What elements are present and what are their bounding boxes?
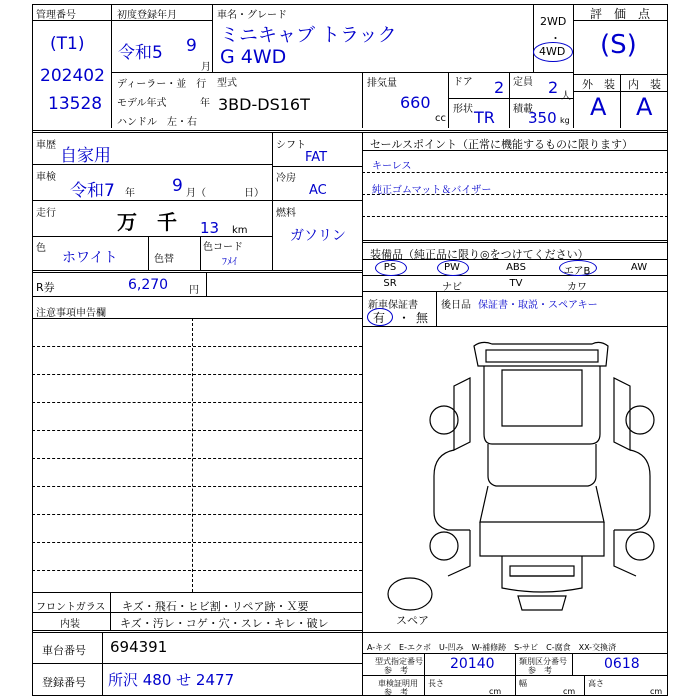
divider [362,632,668,633]
note-line [32,570,362,571]
equip-pw: PW [444,262,460,273]
first-reg-era: 令和5 [118,43,163,63]
divider [148,236,149,270]
usage-value: 自家用 [60,146,111,166]
interior-label: 内装 [60,619,80,630]
divider [584,675,585,696]
note-col-line [192,318,193,592]
equip-aw: AW [630,262,648,273]
divider [362,242,668,243]
equip-airbag: エアB [563,266,591,277]
divider [102,632,103,696]
load-label: 積載 [513,104,533,115]
shaken-label: 車検 [36,172,56,183]
note-line [32,430,362,431]
class-number-value: 0618 [604,656,640,672]
doors-label: ドア [453,77,473,88]
interior-score: A [636,93,653,121]
cert-width-unit: cm [563,687,576,696]
drive-2wd: 2WD [540,15,567,28]
note-line [32,374,362,375]
color-code: ﾌﾒｲ [222,257,237,268]
divider [32,270,362,271]
notes-label: 注意事項申告欄 [36,308,106,319]
divider [111,72,573,73]
shape-label: 形状 [453,104,473,115]
type-designation-label: 型式指定番号 [375,657,423,666]
car-grade: G 4WD [220,46,287,68]
recycle-value: 6,270 [128,277,169,293]
note-line [32,458,362,459]
note-line [32,486,362,487]
exterior-score: A [590,93,607,121]
warranty-label: 新車保証書 [368,300,418,311]
divider [32,296,362,297]
car-diagram [362,326,668,632]
divider [573,91,668,92]
equip-ps: PS [383,262,397,273]
registration-label: 登録番号 [42,676,86,689]
management-number-1: 202402 [40,66,105,86]
divider [424,653,425,675]
management-t: (T1) [50,34,85,54]
management-label: 管理番号 [36,10,76,21]
note-line [32,542,362,543]
equip-navi: ナビ [442,282,462,293]
color-label: 色 [36,243,46,254]
fuel-label: 燃料 [276,208,296,219]
first-reg-label: 初度登録年月 [117,10,177,21]
ac-value: AC [309,183,327,198]
divider [533,4,534,72]
divider [362,150,668,151]
handle-label: ハンドル 左・右 [117,117,197,128]
equipment-label: 装備品（純正品に限り◎をつけてください） [370,248,589,261]
divider [448,72,449,128]
divider [32,612,362,613]
first-reg-month-unit: 月 [201,62,211,73]
chassis-label: 車台番号 [42,644,86,657]
interior-value: キズ・汚レ・コゲ・穴・スレ・キレ・破レ [120,617,329,630]
usage-label: 車歴 [36,140,56,151]
color-value: ホワイト [62,250,118,266]
cert-length: 長さ [428,679,444,688]
divider [32,630,362,631]
sales-line [362,194,668,195]
load-value: 350 [528,109,557,127]
mileage-sen: 千 [157,210,177,234]
divider [362,675,668,676]
divider [110,592,111,630]
equip-abs: ABS [506,262,526,273]
capacity-value: 2 [548,78,559,97]
displacement-value: 660 [400,93,431,112]
model-year-unit: 年 [200,98,210,109]
divider [212,4,213,72]
accessories-value: 保証書・取説・スペアキー [478,300,598,311]
registration-value: 所沢 480 せ 2477 [108,671,235,689]
divider [32,20,111,21]
glass-label: フロントガラス [36,602,106,613]
cert-label: 車検証明用 [378,679,418,688]
divider [32,663,362,664]
divider [32,318,362,319]
cert-height: 高さ [588,679,604,688]
divider [32,592,362,593]
divider [424,675,425,696]
note-line [32,346,362,347]
shift-value: FAT [305,150,328,165]
class-number-sub: 参 考 [528,666,552,675]
divider [272,200,362,201]
equip-sr: SR [383,278,397,289]
mileage-unit: km [232,225,248,236]
cert-length-unit: cm [489,687,502,696]
recycle-label: R券 [36,281,55,294]
type-designation-sub: 参 考 [384,666,408,675]
sales-points-label: セールスポイント（正常に機能するものに限ります） [370,138,634,151]
divider [206,272,207,296]
spare-label: スペア [396,614,429,627]
note-line [32,402,362,403]
mileage-value: 13 [200,219,220,237]
divider [509,72,510,128]
evaluation-label: 評 価 点 [590,7,651,21]
management-number-2: 13528 [48,94,103,114]
shaken-month-unit: 月（ [186,188,206,199]
type-designation-value: 20140 [450,656,495,672]
divider [32,272,362,273]
divider [362,275,668,276]
divider [32,132,668,133]
divider [362,72,363,128]
divider [32,632,362,633]
divider [32,200,272,201]
divider [200,236,201,270]
divider [448,98,573,99]
accessories-label: 後日品 [441,300,471,311]
sales-point-1: キーレス [372,161,412,172]
recycle-unit: 円 [189,285,199,296]
shift-label: シフト [276,140,306,151]
first-reg-month: 9 [186,36,197,56]
color-change-label: 色替 [154,254,174,265]
sales-line [362,216,668,217]
chassis-value: 694391 [110,638,168,656]
divider [111,20,212,21]
glass-value: キズ・飛石・ヒビ割・リペア跡・Ｘ要 [122,600,309,613]
exterior-label: 外 装 [582,78,615,91]
divider [32,164,272,165]
divider [573,4,574,128]
equip-leather: カワ [567,282,587,293]
ac-label: 冷房 [276,173,296,184]
class-number-label: 類別区分番号 [519,657,567,666]
mileage-label: 走行 [36,208,56,219]
shaken-day-unit: 日） [244,188,264,199]
interior-score-label: 内 装 [628,78,661,91]
shaken-year-unit: 年 [125,188,135,199]
divider [111,4,112,128]
divider [32,236,272,237]
shape-value: TR [474,108,495,127]
divider [436,291,437,326]
equip-tv: TV [509,278,523,289]
warranty-no: 無 [416,311,429,325]
model-value: 3BD-DS16T [218,95,310,114]
warranty-sep: ・ [398,311,411,325]
divider [272,166,362,167]
cert-width: 幅 [519,679,527,688]
drive-4wd: 4WD [539,45,566,58]
divider [362,259,668,260]
damage-legend: A-キズ E-エクボ U-凹み W-補修跡 S-サビ C-腐食 XX-交換済 [367,643,617,652]
shaken-era: 令和7 [70,181,115,201]
sales-line [362,172,668,173]
car-name: ミニキャブ トラック [220,24,397,46]
divider [362,291,668,292]
evaluation-score: (S) [600,30,637,60]
divider [272,132,273,270]
doors-value: 2 [494,78,505,97]
capacity-unit: 人 [561,91,571,102]
capacity-label: 定員 [513,77,533,88]
color-code-label: 色コード [203,242,243,253]
dealer-label: ディーラー・並 行 [117,79,207,90]
note-line [32,514,362,515]
divider [32,130,668,131]
mileage-man: 万 [117,210,137,234]
divider [572,653,573,675]
displacement-label: 排気量 [367,78,397,89]
divider [362,240,668,241]
shaken-month: 9 [172,176,183,196]
warranty-yes: 有 [373,311,386,325]
divider [620,74,621,128]
sales-point-2: 純正ゴムマット＆バイザー [372,185,492,196]
cert-height-unit: cm [650,687,663,696]
fuel-value: ガソリン [290,228,346,244]
model-label: 型式 [217,78,237,89]
load-unit: kg [560,116,570,125]
model-year-label: モデル年式 [117,98,167,109]
drive-dot: ・ [550,32,561,45]
car-name-label: 車名・グレード [217,10,287,21]
displacement-unit: cc [435,113,446,124]
cert-sub: 参 考 [384,688,408,697]
divider [573,20,668,21]
